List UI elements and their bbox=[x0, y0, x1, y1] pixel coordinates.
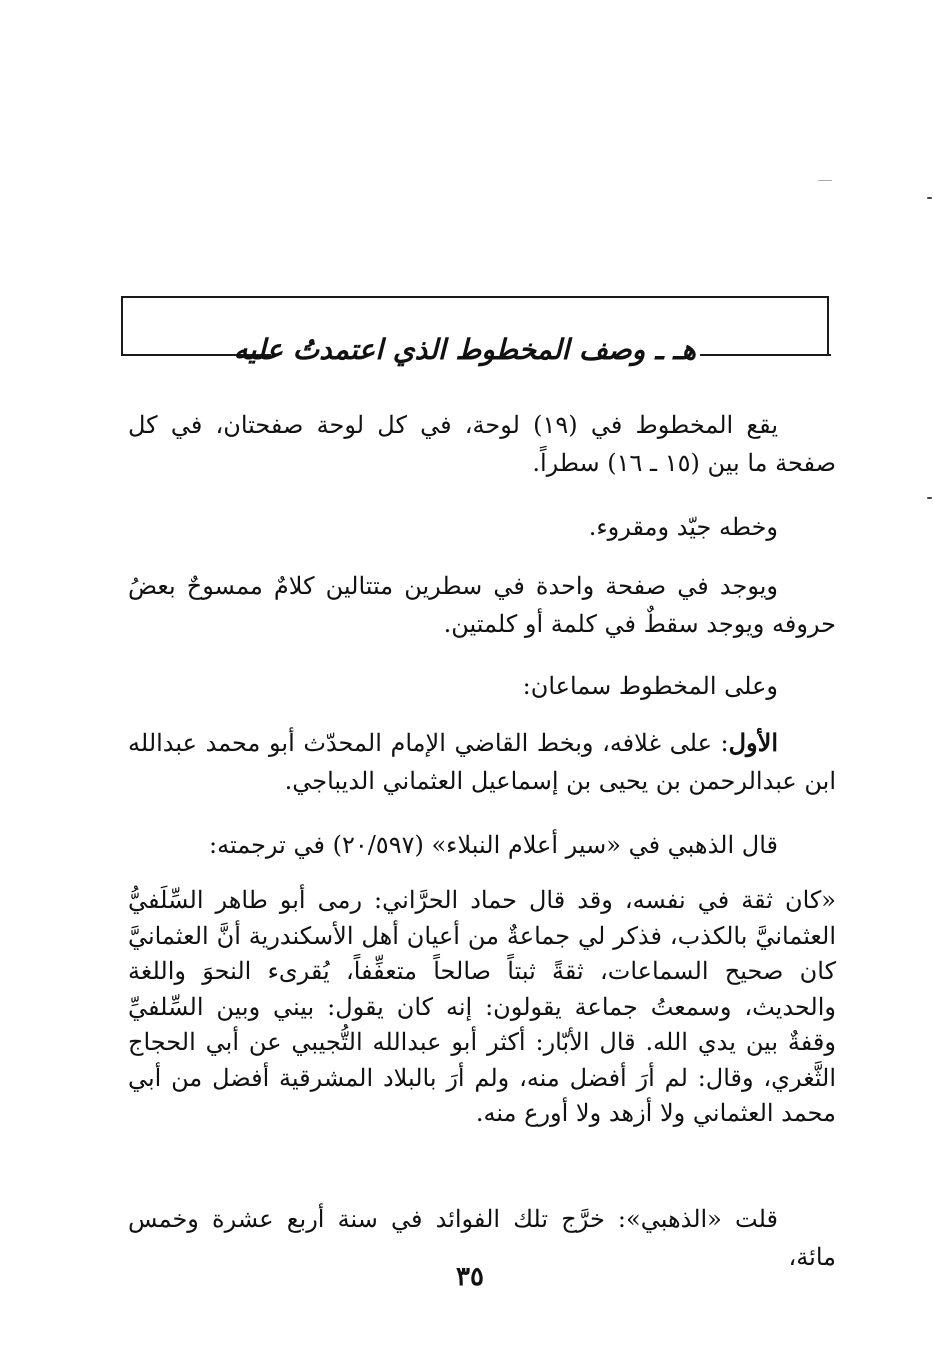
scan-speck bbox=[927, 197, 932, 199]
first-hearing-label: الأول bbox=[728, 728, 778, 757]
scan-speck bbox=[927, 497, 932, 499]
paragraph-dhahabi-citation: قال الذهبي في «سير أعلام النبلاء» (٢٠/٥٩٧) في ترجمته: bbox=[209, 831, 778, 859]
first-hearing-text: : على غلافه، وبخط القاضي الإمام المحدّث أبو محمد عبدالله ابن عبدالرحمن بن يحيى بن إسماعيل العثماني الديباجي. bbox=[128, 729, 836, 795]
paragraph-erased-text: ويوجد في صفحة واحدة في سطرين متتالين كلامٌ ممسوحٌ بعضُ حروفه ويوجد سقطٌ في كلمة أو كلمتين. bbox=[128, 572, 836, 638]
heading-rule-right bbox=[700, 354, 831, 356]
paragraph-dhahabi-note: قلت «الذهبي»: خرَّج تلك الفوائد في سنة أربع عشرة وخمس مائة، bbox=[128, 1205, 836, 1271]
paragraph-two-hearings: وعلى المخطوط سماعان: bbox=[522, 672, 778, 700]
scan-speck bbox=[818, 180, 832, 181]
paragraph-quotation: «كان ثقة في نفسه، وقد قال حماد الحرَّاني: رمى أبو طاهر السِّلَفيُّ العثمانيَّ بالكذب، فذكر لي جماعةٌ من أعيان أهل الأسكندرية أنَّ العثمانيَّ كان صحيح السماعات، ثقةً ثبتاً صالحاً متعفِّفاً، يُقرىء النحوَ واللغة والحديث، وسمعتُ جماعة يقولون: إنه كان يقول: بيني وبين السِّلفيِّ وقفةٌ بين يدي الله. قال الأبّار: أكثر أبو عبدالله التُّجيبي عن أبي الحجاج الثَّغري، وقال: لم أرَ أفضل منه، ولم أرَ بالبلاد المشرقية أفضل من أبي محمد العثماني ولا أزهد ولا أورع منه. bbox=[128, 886, 836, 1127]
page-number: ٣٥ bbox=[456, 1262, 484, 1292]
paragraph-handwriting: وخطه جيّد ومقروء. bbox=[588, 513, 778, 541]
section-heading: هـ ـ وصف المخطوط الذي اعتمدتُ عليه bbox=[233, 333, 696, 366]
paragraph-first-hearing bbox=[128, 724, 836, 800]
paragraph-manuscript-size: يقع المخطوط في (١٩) لوحة، في كل لوحة صفحتان، في كل صفحة ما بين (١٥ ـ ١٦) سطراً. bbox=[128, 411, 836, 477]
